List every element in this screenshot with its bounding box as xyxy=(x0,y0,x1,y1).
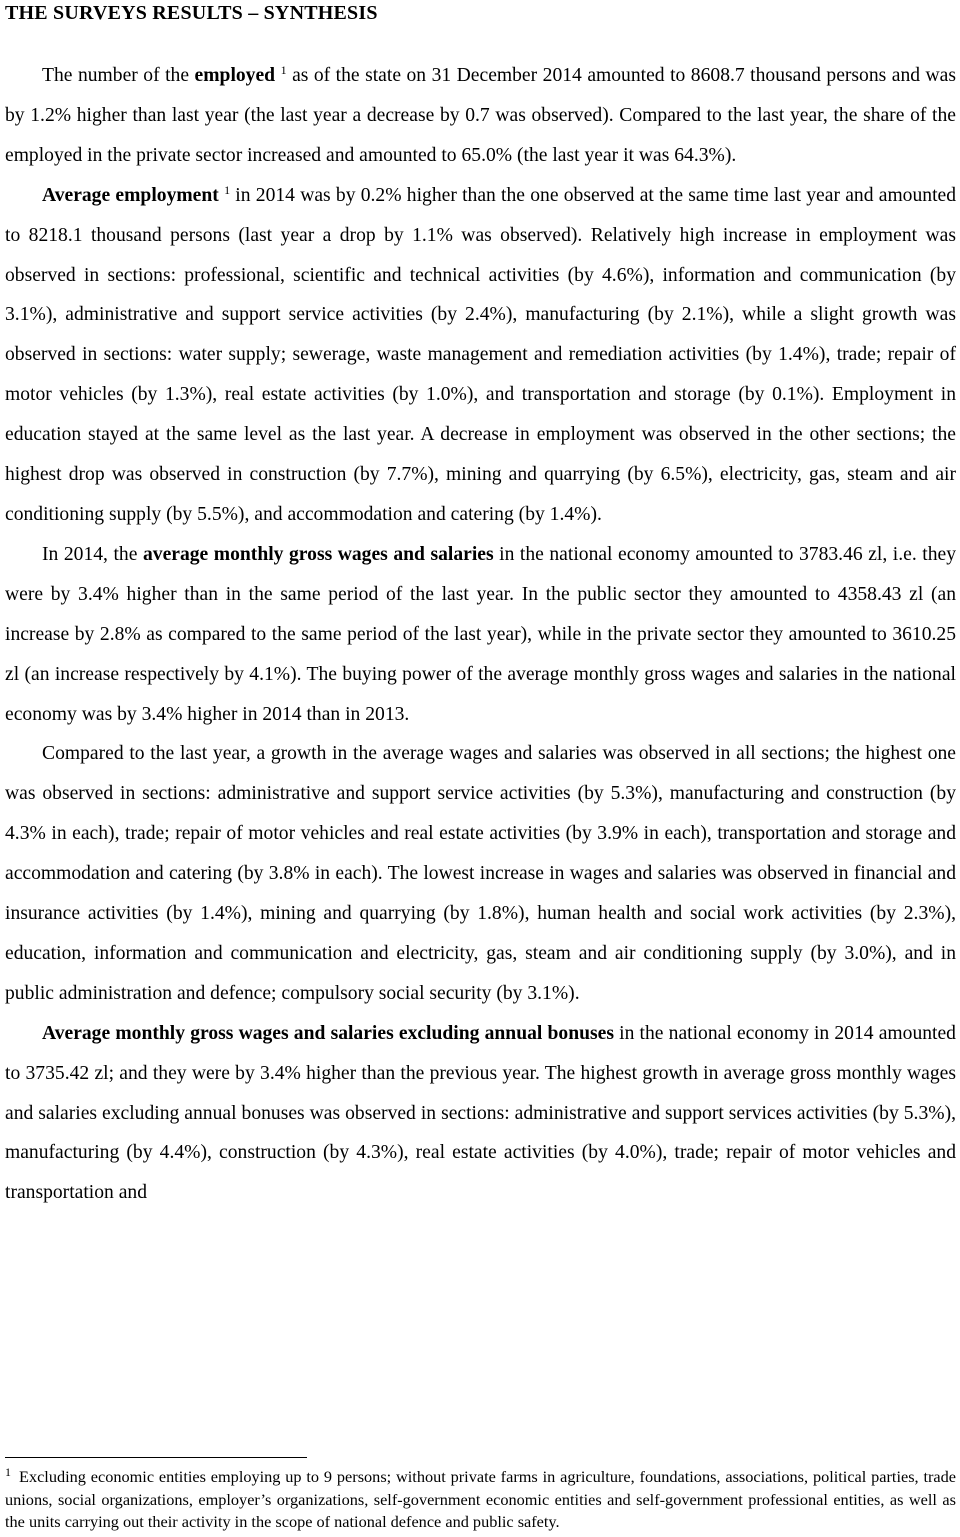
document-title: THE SURVEYS RESULTS – SYNTHESIS xyxy=(5,2,378,24)
footnote-separator xyxy=(5,1457,307,1458)
text-run: in the national economy amounted to 3783.46 zl, i.e. they were by 3.4% higher than in the same period of the last year. In the public sector they amounted to 4358.43 zl (an increase by 2.8% as compared to the same period of the last year), while in the private sector they amounted to 3610.25 zl (an increase respectively by 4.1%). The buying power of the average monthly gross wages and salaries in the national economy was by 3.4% higher in 2014 than in 2013. xyxy=(5,543,956,725)
text-run: as of the state on 31 December 2014 amounted to 8608.7 thousand persons and was by 1.2% higher than last year (the last year a decrease by 0.7 was observed). Compared to the last year, the share of the employed in the private sector increased and amounted to 65.0% (the last year it was 64.3%). xyxy=(5,65,957,166)
text-run: Compared to the last year, a growth in the average wages and salaries was observed in all sections; the highest one was observed in sections: administrative and support service activities (by 5.3%), manufacturing and construction (by 4.3% in each), trade; repair of motor vehicles and real estate activities (by 3.9% in each), transportation and storage and accommodation and catering (by 3.8% in each). The lowest increase in wages and salaries was observed in financial and insurance activities (by 1.4%), mining and quarrying (by 1.8%), human health and social work activities (by 2.3%), education, information and communication and electricity, gas, steam and air conditioning supply (by 3.0%), and in public administration and defence; compulsory social security (by 3.1%). xyxy=(5,743,956,1004)
paragraph-wage-growth xyxy=(5,734,956,1013)
paragraph-employed xyxy=(5,56,956,176)
footnote xyxy=(5,1466,956,1534)
text-run: In 2014, the xyxy=(42,543,143,565)
bold-term-wages: average monthly gross wages and salaries xyxy=(142,543,494,565)
bold-term-average-employment: Average employment xyxy=(42,184,219,206)
footnote-text: Excluding economic entities employing up to 9 persons; without private farms in agriculture, foundations, associations, political parties, trade unions, social organizations, employer’s organizations, self-government economic entities and self-government professional entities, as well as the units carrying out their activity in the scope of national defence and public safety. xyxy=(5,1467,956,1531)
document-body xyxy=(5,56,956,1213)
footnote-reference: 1 xyxy=(280,63,287,77)
paragraph-wages-excluding-bonuses xyxy=(5,1014,956,1214)
footnote-mark: 1 xyxy=(5,1465,11,1479)
paragraph-average-employment xyxy=(5,176,956,535)
text-run: in the national economy in 2014 amounted to 3735.42 zl; and they were by 3.4% higher than the previous year. The highest growth in average gross monthly wages and salaries excluding annual bonuses was observed in sections: administrative and support services activities (by 5.3%), manufacturing (by 4.4%), construction (by 4.3%), real estate activities (by 4.0%), trade; repair of motor vehicles and transportation and xyxy=(5,1022,956,1204)
text-run: in 2014 was by 0.2% higher than the one observed at the same time last year and amounted to 8218.1 thousand persons (last year a drop by 1.1% was observed). Relatively high increase in employment was observed in sections: professional, scientific and technical activities (by 4.6%), information and communication (by 3.1%), administrative and support service activities (by 2.4%), manufacturing (by 2.1%), while a slight growth was observed in sections: water supply; sewerage, waste management and remediation activities (by 1.4%), trade; repair of motor vehicles (by 1.3%), real estate activities (by 1.0%), and transportation and storage (by 0.1%). Employment in education stayed at the same level as the last year. A decrease in employment was observed in the other sections; the highest drop was observed in construction (by 7.7%), mining and quarrying (by 6.5%), electricity, gas, steam and air conditioning supply (by 5.5%), and accommodation and catering (by 1.4%). xyxy=(5,184,957,525)
paragraph-wages xyxy=(5,535,956,735)
footnote-reference: 1 xyxy=(224,182,231,197)
bold-term-wages-excluding-bonuses: Average monthly gross wages and salaries excluding annual bonuses xyxy=(42,1022,614,1044)
bold-term-employed: employed xyxy=(194,65,276,86)
text-run: The number of the xyxy=(42,65,195,86)
